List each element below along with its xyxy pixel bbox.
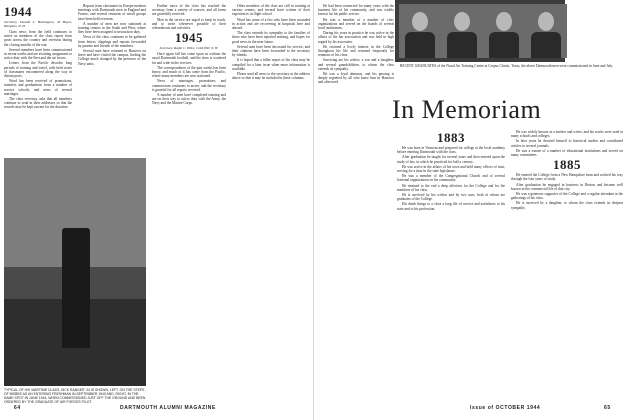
magazine-title-footer: DARTMOUTH ALUMNI MAGAZINE	[120, 405, 216, 411]
class-year-1883: 1883	[437, 130, 465, 145]
portraits-caption-text: RECENT GRADUATES of the Naval Air Training Center at Corpus Christi, Texas, the above Dartmouth men were commissioned in June and July.	[400, 64, 613, 68]
portraits-caption	[395, 64, 620, 88]
portrait-uniform	[531, 32, 561, 58]
portrait	[525, 4, 567, 58]
column-3: Further news of the class has reached the secretary from a variety of sources, and all items are gratefully received. Men in the service are urged to keep in touch, and to write whenever possible of their whereabouts and activities. 1945 Secretary, Ralph C. Wiley, Cobb Hill, N. H. Once again fall has come upon us without the usual Dartmouth football, and the class is scattered far and wide in the services. The correspondence of the past weeks has been heavy, and much of it has come from the Pacific, where many members are now stationed. News of marriages, promotions and commissions continues to arrive, and the secretary is grateful for all reports received. A number of men have completed training and are on their way to active duty with the Army, the Navy and the Marine Corps.	[152, 4, 226, 106]
class-year-1885: 1885	[553, 157, 581, 173]
column-1: 1944 Secretary, Donald L. Hashington, 43 Hayes, Hampton, N. H. Class news from the field continues to arrive as members of the class report from posts across the country and overseas during the closing months of the war. Several members have been commissioned in recent weeks and are awaiting assignment to active duty with the fleet and the air forces. Letters from the Pacific describe long periods of training and travel, with brief notes of classmates encountered along the way in distant ports. Word has been received of promotions, transfers and graduations from a number of service schools, and news of several marriages. The class secretary asks that all members continue to send in their addresses so that the records may be kept current for the duration.	[4, 4, 72, 110]
page-number-right: 65	[604, 405, 611, 411]
portrait-head	[454, 12, 470, 31]
portrait-head	[496, 12, 512, 31]
portrait-head	[412, 12, 428, 31]
naval-graduates-photo	[395, 0, 565, 62]
photo-figure	[62, 228, 90, 348]
column-4: Other members of the class are still in training at various centers, and several have written of their experiences in flight school. Word has come of a few who have been wounded in action and are recovering in hospitals here and abroad. The class extends its sympathy to the families of those who have been reported missing, and hopes for good news in the near future. Several men have been decorated for service, and their citations have been forwarded to the secretary by friends. It is hoped that a fuller report of the class may be compiled for a later issue when more information is available. Please send all news to the secretary at the address above so that it may be included in these columns.	[232, 4, 310, 81]
column-5: He had been connected for many years with the business life of his community, and was widely known for his public service. He was a member of a number of civic organizations and served on the boards of several local institutions. During his years in practice he was active in the affairs of the bar association and was held in high regard by his associates. He retained a lively interest in the College throughout his life and returned frequently for reunions of his class. Surviving are his widow, a son and a daughter, and several grandchildren, to whom the class extends its sympathy. He was a loyal alumnus, and his passing is deeply regretted by all who knew him in Hanover and afterward.	[318, 4, 394, 85]
portrait	[483, 4, 525, 58]
class-year-1945: 1945	[175, 30, 203, 46]
class-byline-1944: Secretary, Donald L. Hashington, 43 Hayes, Hampton, N. H.	[4, 20, 72, 28]
page-number-left: 64	[14, 405, 21, 411]
class-year-1944: 1944	[4, 4, 32, 19]
photo-caption: TYPICAL OF HIS WARTIME CLASS, DICK RANGER '44 IS SHOWN, LEFT, ON THE STEPS OF BISBEE AS AN ENTERING FRESHMAN IN SEPTEMBER 1940 AND, RIGHT, IN THE SAME SPOT IN JUNE 1944, WHEN COMMISSIONED JUST OFF THE GROUND AND BEEN ORDERED BY THE GRADUATE OF AIR FORCES PILOT.	[4, 388, 146, 404]
column-2: Reports from classmates in Europe mention meetings with Dartmouth men in England and France, and several reunions of small groups have been held overseas. A number of men are now stationed at training centers in the South and West, where they have been assigned to instruction duty. News of the class continues to be gathered from letters, clippings and reports forwarded by parents and friends of the members. Several men have returned to Hanover on leave and have visited the campus, finding the College much changed by the presence of the Navy units.	[78, 4, 146, 66]
portrait	[399, 4, 441, 58]
class-byline-1945: Secretary, Ralph C. Wiley, Cobb Hill, N. H.	[159, 46, 219, 51]
portrait-uniform	[447, 32, 477, 58]
portrait-head	[538, 12, 554, 31]
portrait-uniform	[405, 32, 435, 58]
issue-date-footer: Issue of OCTOBER 1944	[470, 405, 541, 411]
wartime-class-photo	[4, 158, 146, 386]
in-memoriam-heading: In Memoriam	[392, 95, 542, 124]
portrait-uniform	[489, 32, 519, 58]
column-6: 1883 He was born in Vermont and prepared for college at the local academy before entering Dartmouth with the class. After graduation he taught for several years and then entered upon the study of law, in which he practiced for half a century. He was active in the affairs of his town and held many offices of trust, serving for a time in the state legislature. He was a member of the Congregational Church and of several fraternal organizations in his community. He retained to the end a deep affection for the College and for the members of his class. He is survived by his widow and by two sons, both of whom are graduates of the College. His death brings to a close a long life of service and usefulness to his state and to his profession.	[397, 130, 505, 211]
portrait	[441, 4, 483, 58]
column-7: He was widely known as a teacher and writer, and his works were used in many schools and colleges. In later years he devoted himself to historical studies and contributed articles to several journals. He was a trustee of a number of educational institutions and served on many committees. 1885 He entered the College from a New Hampshire farm and worked his way through the four years of study. After graduation he engaged in business in Boston and became well known in the commercial life of that city. He was a generous supporter of the College and a regular attendant at the gatherings of his class. He is survived by a daughter, to whom the class extends its deepest sympathy.	[511, 130, 623, 210]
